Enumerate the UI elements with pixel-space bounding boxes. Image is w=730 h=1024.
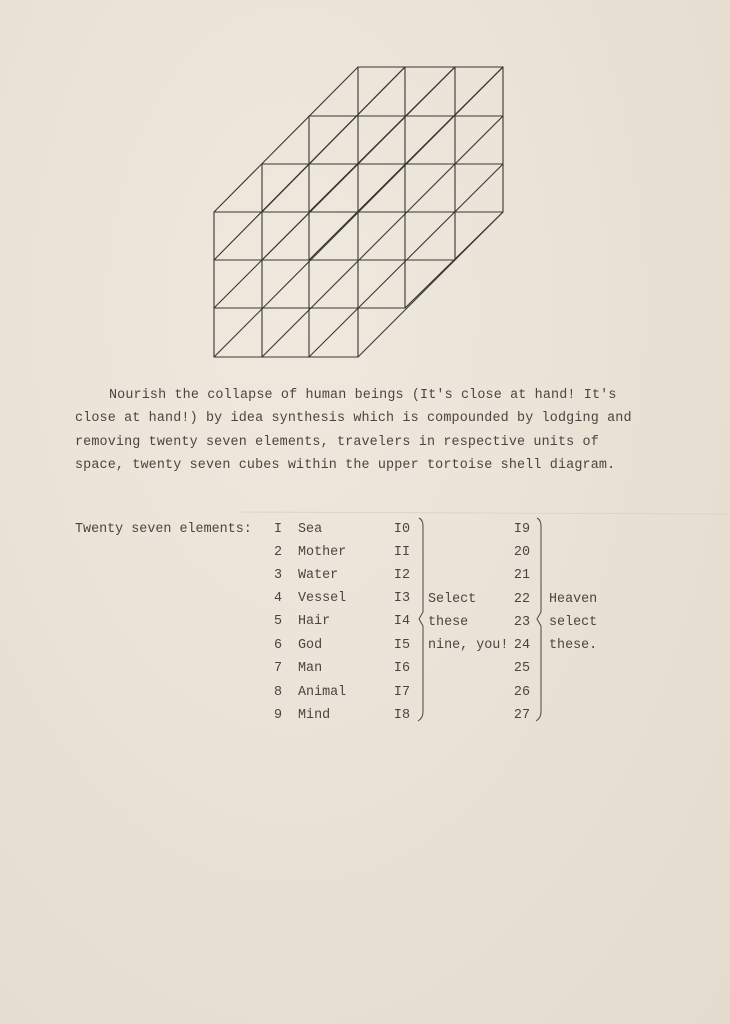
element-name: Sea <box>298 522 323 537</box>
elements-label: Twenty seven elements: <box>75 522 252 537</box>
element-number: I2 <box>393 568 410 583</box>
element-number: I4 <box>393 614 410 629</box>
element-number: 8 <box>273 685 282 700</box>
middle-note-line: nine, you! <box>428 638 509 653</box>
element-name: Vessel <box>298 591 347 606</box>
middle-note-line: these <box>428 615 469 630</box>
element-number: 3 <box>273 568 282 583</box>
element-number: II <box>393 545 410 560</box>
body-paragraph <box>75 384 695 478</box>
right-note-line: these. <box>549 638 598 653</box>
element-number: 23 <box>513 615 530 630</box>
element-number: I <box>273 522 282 537</box>
element-number: 27 <box>513 708 530 723</box>
paragraph-line: Nourish the collapse of human beings (It's close at hand! It's <box>109 388 617 403</box>
right-note-line: Heaven <box>549 592 598 607</box>
element-name: God <box>298 638 323 653</box>
paragraph-line: removing twenty seven elements, travelers in respective units of <box>75 434 599 450</box>
element-number: I5 <box>393 638 410 653</box>
element-number: 4 <box>273 591 282 606</box>
right-note-line: select <box>549 615 598 630</box>
paragraph-line: close at hand!) by idea synthesis which is compounded by lodging and <box>75 411 632 427</box>
element-number: I7 <box>393 685 410 700</box>
element-name: Mind <box>298 708 331 723</box>
element-number: 24 <box>513 638 530 653</box>
element-number: 2 <box>273 545 282 560</box>
element-number: 20 <box>513 545 530 560</box>
element-number: 21 <box>513 568 530 583</box>
element-number: 9 <box>273 708 282 723</box>
element-number: 7 <box>273 661 282 676</box>
element-number: 6 <box>273 638 282 653</box>
element-number: 22 <box>513 592 530 607</box>
element-name: Man <box>298 661 323 676</box>
element-name: Hair <box>298 614 331 629</box>
element-number: 26 <box>513 685 530 700</box>
element-number: 5 <box>273 614 282 629</box>
element-name: Animal <box>298 685 347 700</box>
middle-note-line: Select <box>428 592 477 607</box>
cube-grid-diagram <box>200 55 520 370</box>
element-number: I6 <box>393 661 410 676</box>
element-number: I9 <box>513 522 530 537</box>
paragraph-line: space, twenty seven cubes within the upper tortoise shell diagram. <box>75 458 616 474</box>
element-name: Mother <box>298 545 347 560</box>
element-number: I0 <box>393 522 410 537</box>
element-number: 25 <box>513 661 530 676</box>
element-name: Water <box>298 568 339 583</box>
element-number: I8 <box>393 708 410 723</box>
element-number: I3 <box>393 591 410 606</box>
